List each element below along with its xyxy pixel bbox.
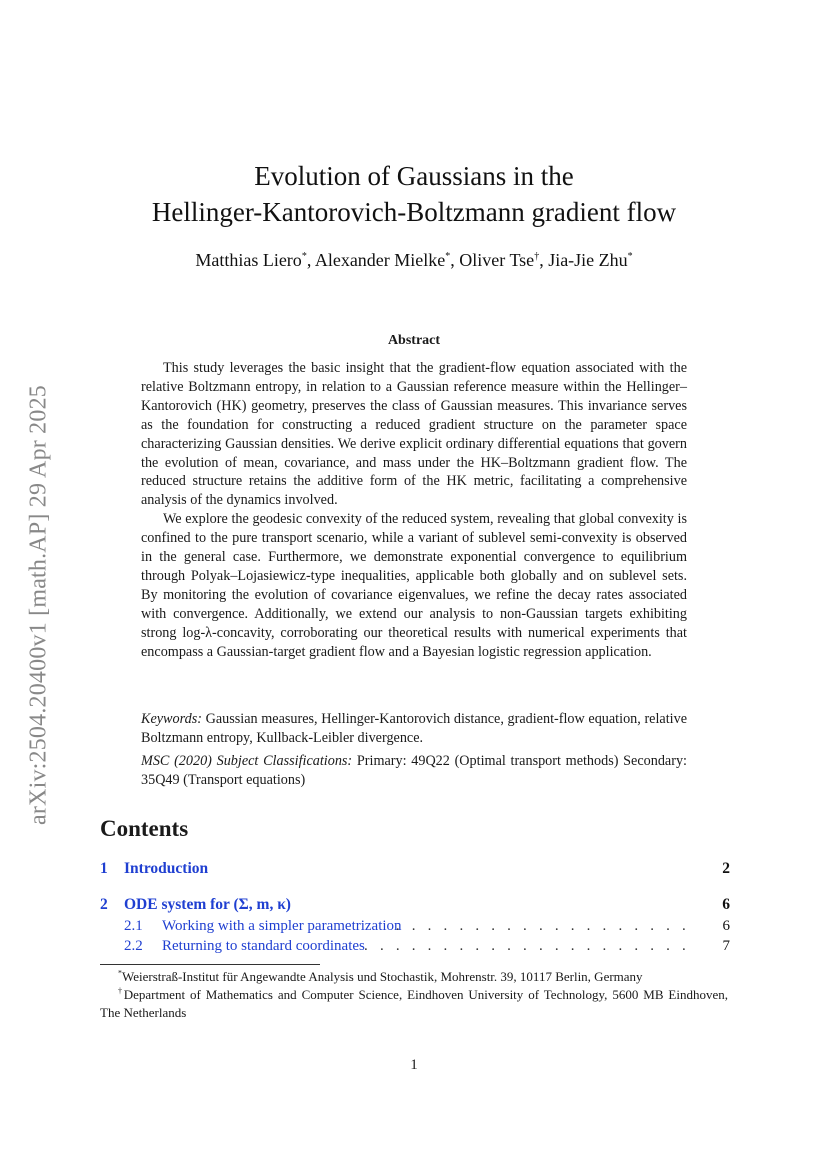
abstract-body (141, 359, 687, 662)
author-separator: , (539, 250, 549, 270)
contents-heading: Contents (100, 816, 189, 841)
toc-page: 6 (722, 896, 730, 913)
author-name: Alexander Mielke (314, 250, 446, 270)
toc-page: 7 (722, 938, 730, 954)
keywords-block (141, 710, 687, 794)
footnote-mark: * (118, 968, 122, 978)
toc-link[interactable]: Returning to standard coordinates (162, 938, 365, 954)
toc-number[interactable]: 2.1 (124, 918, 143, 934)
footnote (100, 986, 728, 1022)
affiliation-mark: * (627, 251, 633, 262)
toc-entry[interactable] (100, 860, 730, 882)
affiliation-mark: † (534, 251, 540, 262)
toc-entry[interactable] (100, 938, 730, 958)
abstract-heading: Abstract (387, 333, 441, 348)
footnote-rule (100, 964, 320, 965)
abstract-paragraph: We explore the geodesic convexity of the reduced system, revealing that global convexity is confined to the pure transport scenario, while a variant of sublevel semi-convexity is observed in the general case. Furthermore, we demonstrate exponential convergence to equilibrium through Polyak–Lojasiewicz-type inequalities, applicable both globally and on sublevel sets. By monitoring the evolution of covariance eigenvalues, we refine the decay rates associated with convergence. Additionally, we extend our analysis to non-Gaussian targets exhibiting strong log-λ-concavity, corroborating our theoretical results with numerical experiments that encompass a Gaussian-target gradient flow and a Bayesian logistic regression application. (141, 511, 687, 660)
author-separator: , (450, 250, 460, 270)
msc-label: MSC (2020) Subject Classifications: (141, 752, 353, 769)
toc-link[interactable]: ODE system for (Σ, m, κ) (124, 896, 291, 913)
toc-number[interactable]: 1 (100, 860, 108, 877)
msc-line (141, 752, 687, 790)
author-name: Jia-Jie Zhu (548, 250, 628, 270)
footnotes (100, 968, 728, 1022)
footnote-text: Department of Mathematics and Computer Science, Eindhoven University of Technology, 5600 MB Eindhoven, The Netherlands (100, 987, 729, 1020)
toc-number[interactable]: 2 (100, 896, 108, 913)
footnote (100, 968, 728, 986)
keywords-line (141, 710, 687, 748)
arxiv-id: arXiv:2504.20400v1 [math.AP] 29 Apr 2025 (25, 385, 52, 825)
toc-number[interactable]: 2.2 (124, 938, 143, 954)
paper-title (0, 158, 828, 230)
page-number: 1 (410, 1057, 418, 1073)
toc-link[interactable]: Introduction (124, 860, 209, 877)
toc-page: 2 (722, 860, 730, 877)
keywords-label: Keywords: (141, 711, 202, 727)
abstract-paragraph: This study leverages the basic insight that the gradient-flow equation associated with the relative Boltzmann entropy, in relation to a Gaussian reference measure within the Hellinger–Kantorovich (HK) geometry, preserves the class of Gaussian measures. This invariance serves as the foundation for constructing a reduced gradient structure on the parameter space characterizing Gaussian densities. We derive explicit ordinary differential equations that govern the evolution of mean, covariance, and mass under the HK–Boltzmann gradient flow. The reduced structure retains the additive form of the HK metric, facilitating a comprehensive analysis of the dynamics involved. (141, 360, 687, 509)
title-line-2: Hellinger-Kantorovich-Boltzmann gradient flow (151, 197, 677, 227)
affiliation-mark: * (445, 251, 451, 262)
footnote-mark: † (118, 986, 124, 996)
author-name: Matthias Liero (195, 250, 302, 270)
toc-leader-dots: . . . . . . . . . . . . . . . . . . . (395, 918, 690, 934)
arxiv-sidebar-stamp (14, 345, 64, 865)
toc-link[interactable]: Working with a simpler parametrization (162, 918, 402, 934)
toc-entry[interactable] (100, 918, 730, 938)
footnote-text: Weierstraß-Institut für Angewandte Analysis und Stochastik, Mohrenstr. 39, 10117 Berlin, Germany (122, 969, 643, 984)
msc-text: Primary: 49Q22 (Optimal transport methods) Secondary: 35Q49 (Transport equations) (141, 752, 687, 788)
author-name: Oliver Tse (459, 250, 535, 270)
affiliation-mark: * (301, 251, 307, 262)
author-separator: , (306, 250, 315, 270)
title-line-1: Evolution of Gaussians in the (254, 161, 574, 191)
toc-leader-dots: . . . . . . . . . . . . . . . . . . . . . (364, 938, 690, 954)
keywords-text: Gaussian measures, Hellinger-Kantorovich distance, gradient-flow equation, relative Boltzmann entropy, Kullback-Leibler divergence. (141, 711, 687, 746)
table-of-contents (100, 860, 730, 958)
toc-entry[interactable] (100, 896, 730, 918)
author-list (0, 250, 828, 271)
toc-page: 6 (722, 918, 730, 934)
